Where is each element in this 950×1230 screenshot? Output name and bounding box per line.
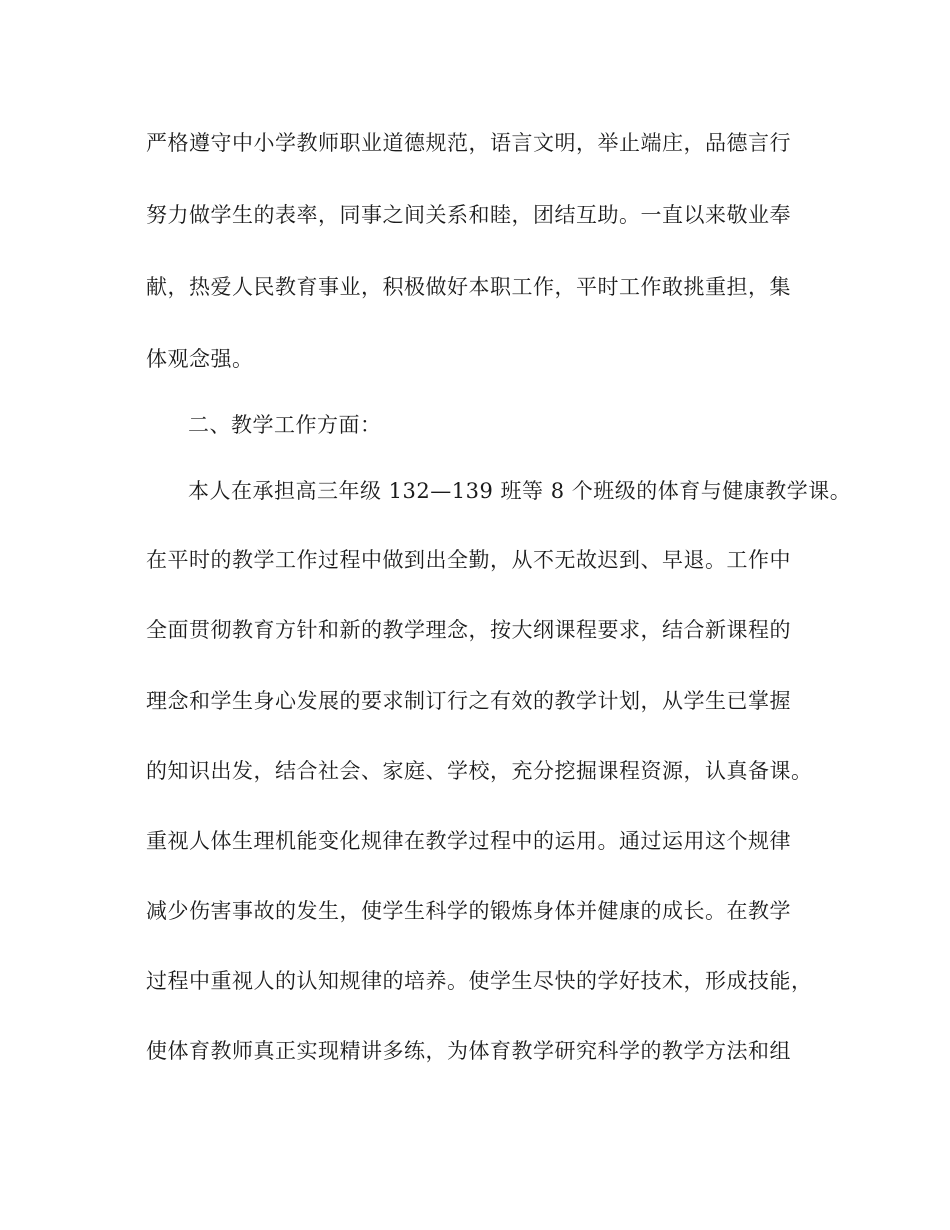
text-line-10: 的知识出发，结合社会、家庭、学校，充分挖掘课程资源，认真备课。 — [146, 759, 813, 783]
text-line-1: 严格遵守中小学教师职业道德规范，语言文明，举止端庄，品德言行 — [146, 131, 791, 155]
text-line-11: 重视人体生理机能变化规律在教学过程中的运用。通过运用这个规律 — [146, 829, 791, 853]
text-line-2: 努力做学生的表率，同事之间关系和睦，团结互助。一直以来敬业奉 — [146, 203, 791, 227]
text-line-9: 理念和学生身心发展的要求制订行之有效的教学计划，从学生已掌握 — [146, 689, 791, 713]
text-line-12: 减少伤害事故的发生，使学生科学的锻炼身体并健康的成长。在教学 — [146, 899, 791, 923]
text-line-14: 使体育教师真正实现精讲多练，为体育教学研究科学的教学方法和组 — [146, 1039, 791, 1063]
text-line-4: 体观念强。 — [146, 347, 254, 371]
text-line-8: 全面贯彻教育方针和新的教学理念，按大纲课程要求，结合新课程的 — [146, 618, 791, 642]
text-line-7: 在平时的教学工作过程中做到出全勤，从不无故迟到、早退。工作中 — [146, 548, 791, 572]
text-line-13: 过程中重视人的认知规律的培养。使学生尽快的学好技术，形成技能， — [146, 969, 813, 993]
paragraph-first-line: 本人在承担高三年级 132—139 班等 8 个班级的体育与健康教学课。 — [188, 479, 852, 503]
section-heading: 二、教学工作方面： — [188, 413, 382, 437]
text-line-3: 献，热爱人民教育事业，积极做好本职工作，平时工作敢挑重担，集 — [146, 275, 791, 299]
